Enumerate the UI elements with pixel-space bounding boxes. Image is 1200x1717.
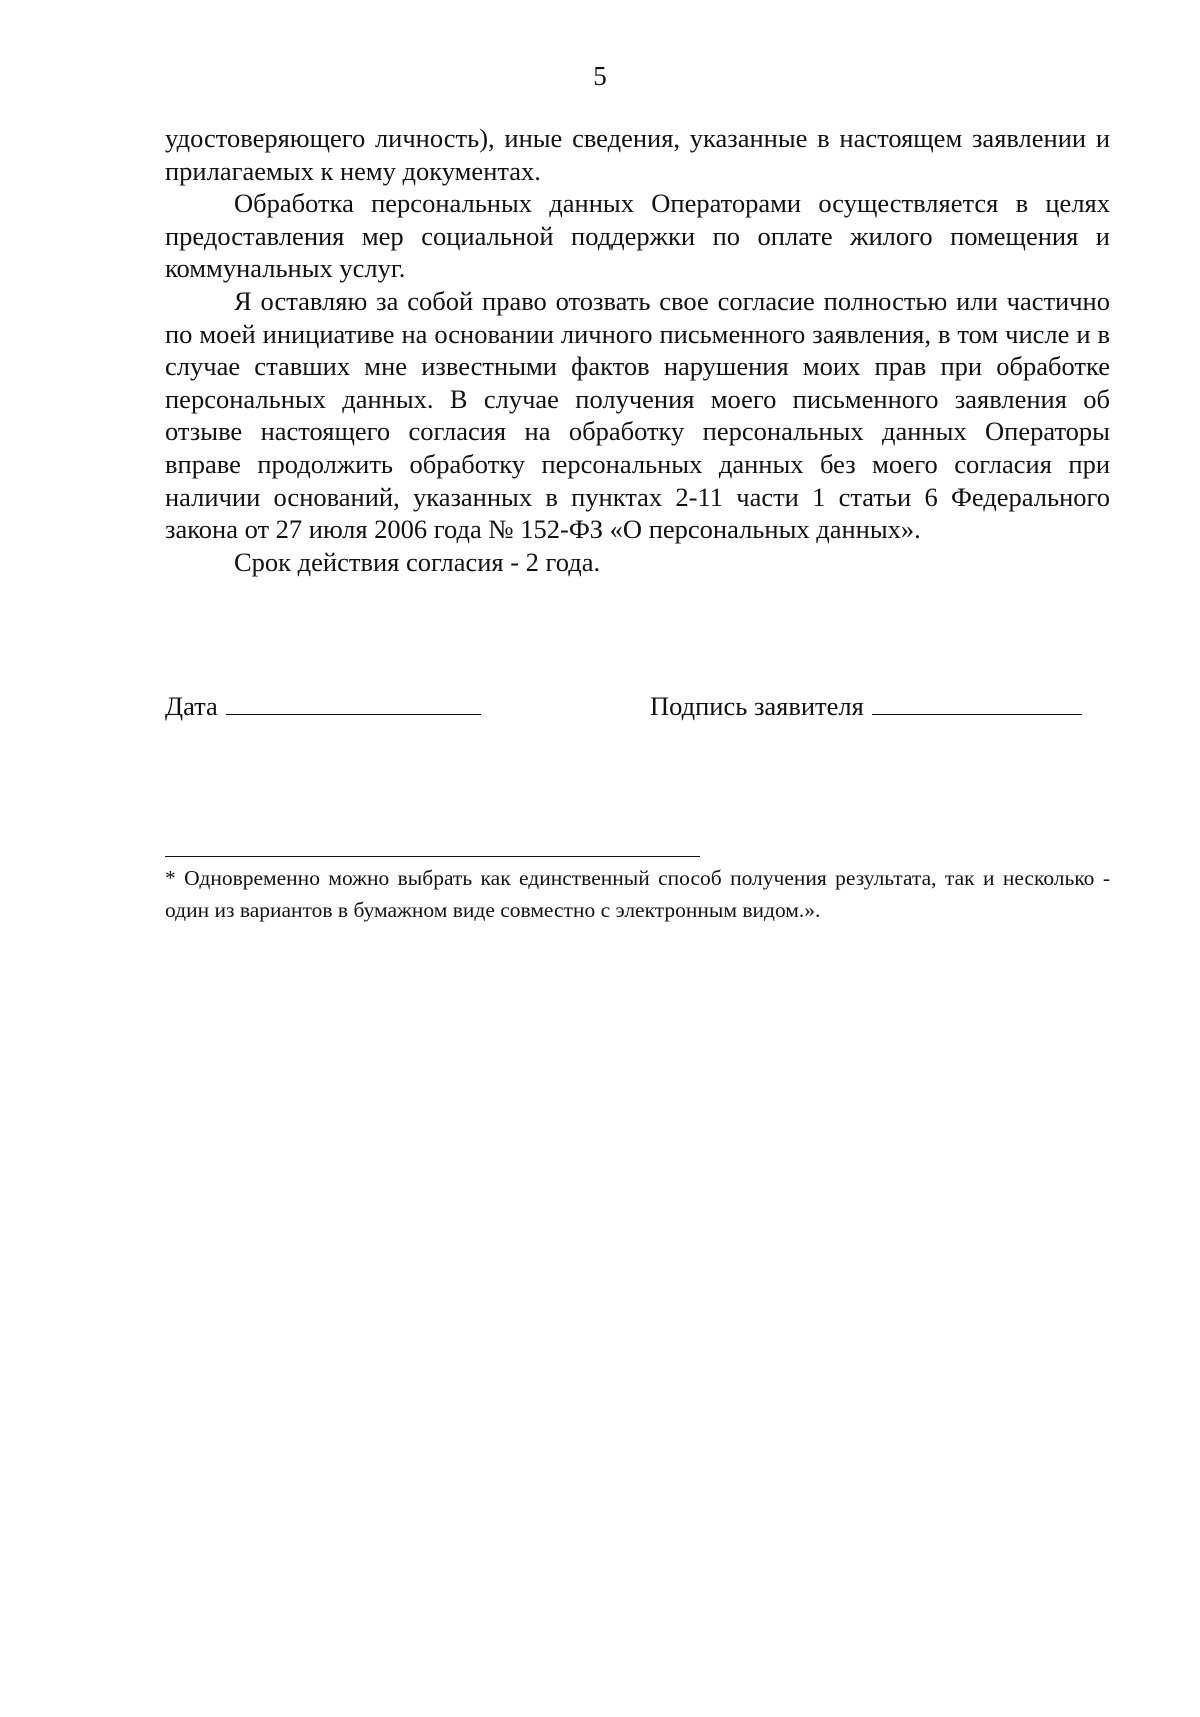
date-label: Дата — [165, 691, 218, 721]
page-number: 5 — [593, 61, 607, 91]
paragraph-consent-withdrawal: Я оставляю за собой право отозвать свое согласие полностью или частично по моей инициативе на основании личного письменного заявления, в том числе и в случае ставших мне известными фактов нарушения моих прав при обработке персональных данных. В случае получения моего письменного заявления об отзыве настоящего согласия на обработку персональных данных Операторы вправе продолжить обработку персональных данных без моего согласия при наличии оснований, указанных в пунктах 2-11 части 1 статьи 6 Федерального закона от 27 июля 2006 года № 152-ФЗ «О персональных данных». — [165, 285, 1110, 545]
paragraph-processing-purpose: Обработка персональных данных Операторами осуществляется в целях предоставления мер социальной поддержки по оплате жилого помещения и коммунальных услуг. — [165, 188, 1110, 284]
signature-field — [650, 690, 1082, 722]
signature-row — [165, 690, 1110, 730]
document-body — [165, 122, 1110, 578]
date-blank-line — [226, 694, 481, 715]
footnote-divider — [165, 856, 700, 857]
paragraph-consent-term: Срок действия согласия - 2 года. — [234, 546, 601, 577]
signature-label: Подпись заявителя — [650, 691, 864, 721]
footnote-text: * Одновременно можно выбрать как единственный способ получения результата, так и несколько - один из вариантов в бумажном виде совместно с электронным видом.». — [165, 866, 1110, 922]
date-field — [165, 690, 481, 722]
signature-blank-line — [872, 694, 1082, 715]
paragraph-continuation: удостоверяющего личность), иные сведения, указанные в настоящем заявлении и прилагаемых к нему документах. — [165, 123, 1110, 186]
